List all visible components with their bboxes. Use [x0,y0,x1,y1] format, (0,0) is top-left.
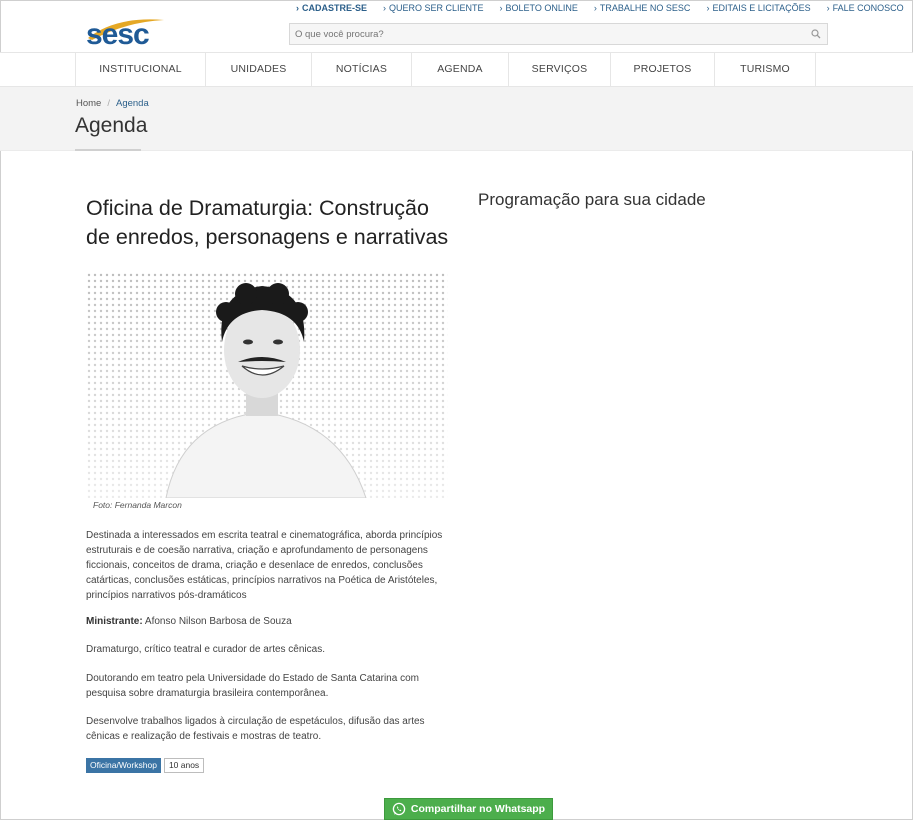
search-bar [289,23,828,45]
nav-item-turismo[interactable]: TURISMO [715,53,816,86]
main-nav [0,52,913,87]
nav-item-agenda[interactable]: AGENDA [412,53,509,86]
event-tags [86,758,204,773]
chevron-right-icon: › [706,3,710,13]
instructor-label: Ministrante: [86,616,143,627]
top-link-label: EDITAIS E LICITAÇÕES [712,3,811,13]
breadcrumb-home[interactable]: Home [76,98,102,109]
svg-text:sesc: sesc [86,18,149,48]
bio-paragraph: Desenvolve trabalhos ligados à circulação de espetáculos, difusão das artes cênicas e realização de festivais e mostras de teatro. [86,716,425,742]
event-photo [86,272,448,498]
top-link-trabalhe[interactable] [594,3,691,13]
breadcrumb-current[interactable]: Agenda [115,98,149,109]
top-link-fale-conosco[interactable] [827,3,904,13]
top-link-cadastre[interactable] [296,3,367,13]
chevron-right-icon: › [499,3,503,13]
top-link-label: FALE CONOSCO [832,3,904,13]
photo-caption: Foto: Fernanda Marcon [93,500,182,510]
event-title: Oficina de Dramaturgia: Construção de enredos, personagens e narrativas [86,196,449,249]
tag-category[interactable]: Oficina/Workshop [86,758,161,773]
chevron-right-icon: › [593,3,597,13]
nav-item-institucional[interactable]: INSTITUCIONAL [76,53,206,86]
instructor-line [86,614,451,629]
nav-item-noticias[interactable]: NOTÍCIAS [312,53,412,86]
bio-paragraph: Dramaturgo, crítico teatral e curador de artes cênicas. [86,644,325,655]
whatsapp-icon [392,802,406,816]
title-underline [75,149,141,151]
search-input[interactable] [290,25,790,45]
sesc-logo[interactable] [86,8,168,48]
chevron-right-icon: › [826,3,830,13]
top-link-label: TRABALHE NO SESC [599,3,691,13]
tag-age-rating: 10 anos [164,758,204,773]
top-link-label: BOLETO ONLINE [505,3,578,13]
chevron-right-icon: › [296,3,299,13]
page-title: Agenda [75,114,148,137]
top-link-boleto[interactable] [500,3,578,13]
whatsapp-share-label: Compartilhar no Whatsapp [410,803,546,815]
nav-item-unidades[interactable]: UNIDADES [206,53,312,86]
breadcrumb-separator: / [107,98,110,109]
bio-paragraph: Doutorando em teatro pela Universidade do Estado de Santa Catarina com pesquisa sobre dramaturgia brasileira contemporânea. [86,673,419,699]
nav-item-servicos[interactable]: SERVIÇOS [509,53,611,86]
page-header-band [0,87,913,151]
instructor-name: Afonso Nilson Barbosa de Souza [144,616,292,627]
sidebar-title: Programação para sua cidade [478,190,706,209]
top-link-label: QUERO SER CLIENTE [389,3,484,13]
nav-item-projetos[interactable]: PROJETOS [611,53,715,86]
breadcrumb [76,98,149,109]
top-link-editais[interactable] [706,3,810,13]
whatsapp-share-button[interactable] [384,798,553,820]
chevron-right-icon: › [383,3,387,13]
top-links-bar [296,3,913,13]
top-link-quero-ser-cliente[interactable] [383,3,484,13]
top-link-label: CADASTRE-SE [302,3,368,13]
event-description: Destinada a interessados em escrita teatral e cinematográfica, aborda princípios estruturais e de coesão narrativa, criação e aprofundamento de personagens ficcionais, conceitos de drama, criação e desenlace de enredos, conclusões catárticas, conclusões estáticas, princípios narrativos na Poética de Aristóteles, princípios narrativos pós-dramáticos [86,530,443,601]
search-icon[interactable] [811,29,821,39]
